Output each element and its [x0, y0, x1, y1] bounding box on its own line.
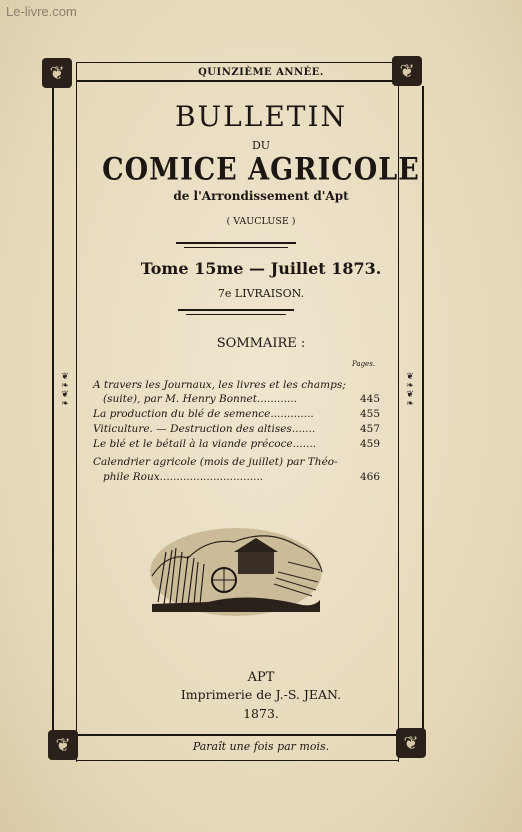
divider — [186, 314, 286, 315]
imprint-city: APT — [247, 670, 275, 685]
footer-periodicity: Paraît une fois par mois. — [192, 740, 330, 753]
toc-row — [93, 379, 380, 391]
frame-bottom-line-2 — [76, 760, 399, 761]
toc-text: phile Roux............................... — [103, 471, 264, 483]
side-ornament-icon: ❦❧❦❧ — [60, 372, 70, 408]
toc-row — [93, 438, 380, 450]
region: ( VAUCLUSE ) — [226, 216, 296, 227]
title-main: COMICE AGRICOLE — [102, 151, 420, 188]
divider — [176, 242, 296, 244]
toc-page: 466 — [359, 471, 380, 483]
toc-text: Viticulture. — Destruction des altises....... — [93, 423, 316, 435]
sommaire-title: SOMMAIRE : — [216, 336, 306, 351]
toc-row — [93, 393, 380, 405]
tome-line: Tome 15me — Juillet 1873. — [140, 259, 382, 278]
toc-page: 457 — [359, 423, 380, 435]
toc-row — [93, 471, 380, 483]
toc-page: 455 — [359, 408, 380, 420]
divider — [184, 247, 288, 248]
toc-text: A travers les Journaux, les livres et les champs; — [93, 379, 346, 391]
toc-text: Calendrier agricole (mois de juillet) par Théo- — [93, 456, 338, 468]
frame-bottom-line — [76, 734, 399, 736]
toc-row — [93, 408, 380, 420]
header-year: QUINZIÈME ANNÉE. — [198, 67, 324, 78]
livraison: 7e LIVRAISON. — [217, 287, 305, 300]
toc-text: La production du blé de semence............. — [93, 408, 314, 420]
pages-label: Pages. — [352, 360, 376, 368]
title-du: DU — [251, 139, 271, 152]
watermark: Le-livre.com — [6, 4, 77, 19]
imprint-year: 1873. — [243, 706, 279, 721]
toc-page: 459 — [359, 438, 380, 450]
toc-text: (suite), par M. Henry Bonnet............ — [103, 393, 298, 405]
corner-ornament-icon: ❦ — [396, 728, 426, 758]
side-ornament-icon: ❦❧❦❧ — [405, 372, 415, 408]
frame-top-line — [76, 62, 399, 63]
toc-row — [93, 456, 380, 468]
corner-ornament-icon: ❦ — [392, 56, 422, 86]
frame-top-line-2 — [76, 80, 399, 82]
divider — [178, 309, 294, 311]
subtitle: de l'Arrondissement d'Apt — [173, 189, 349, 203]
corner-ornament-icon: ❦ — [48, 730, 78, 760]
toc-row — [93, 423, 380, 435]
toc-text: Le blé et le bétail à la viande précoce....... — [93, 438, 317, 450]
harvest-engraving-icon — [148, 512, 324, 616]
toc-page: 445 — [359, 393, 380, 405]
imprint-printer: Imprimerie de J.-S. JEAN. — [180, 687, 342, 702]
title-bulletin: BULLETIN — [174, 100, 348, 133]
corner-ornament-icon: ❦ — [42, 58, 72, 88]
